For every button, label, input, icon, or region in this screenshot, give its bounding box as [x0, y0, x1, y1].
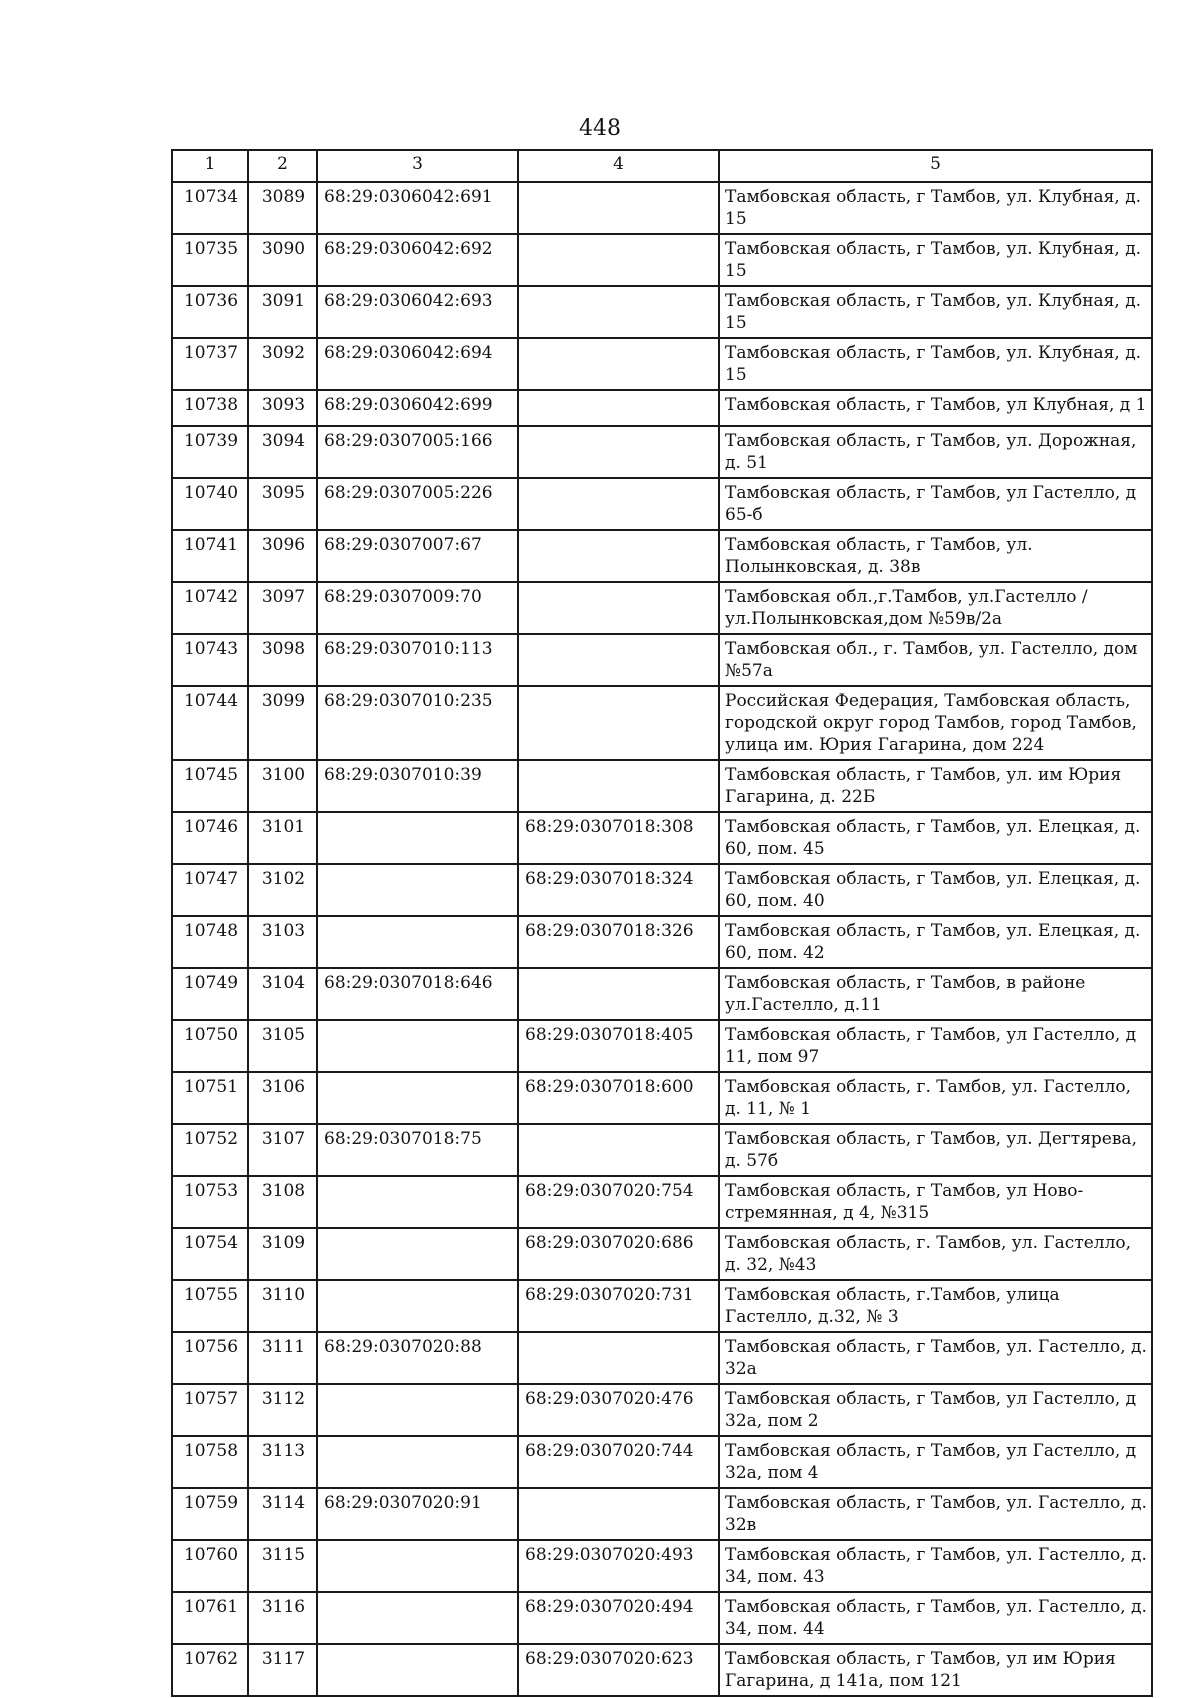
table-row [172, 760, 1152, 812]
premises-cadastral-number [518, 760, 719, 812]
row-number: 10737 [172, 338, 248, 390]
address: Тамбовская область, г Тамбов, ул Гастелло, д 32а, пом 4 [719, 1436, 1152, 1488]
premises-cadastral-number [518, 634, 719, 686]
address: Тамбовская область, г Тамбов, ул. Гастелло, д. 32в [719, 1488, 1152, 1540]
page-number: 448 [579, 116, 621, 141]
column-header-1: 1 [172, 150, 248, 182]
cadastral-number: 68:29:0306042:694 [317, 338, 518, 390]
cadastral-number [317, 1436, 518, 1488]
premises-cadastral-number [518, 234, 719, 286]
registry-table [171, 149, 1153, 1697]
table-row [172, 286, 1152, 338]
item-number: 3102 [248, 864, 317, 916]
premises-cadastral-number: 68:29:0307020:494 [518, 1592, 719, 1644]
address: Тамбовская область, г Тамбов, ул. Клубная, д. 15 [719, 338, 1152, 390]
cadastral-number [317, 812, 518, 864]
cadastral-number [317, 864, 518, 916]
address: Тамбовская область, г Тамбов, ул. Елецкая, д. 60, пом. 40 [719, 864, 1152, 916]
address: Тамбовская область, г Тамбов, ул. Елецкая, д. 60, пом. 42 [719, 916, 1152, 968]
cadastral-number: 68:29:0306042:691 [317, 182, 518, 234]
address: Российская Федерация, Тамбовская область, городской округ город Тамбов, город Тамбов, улица им. Юрия Гагарина, дом 224 [719, 686, 1152, 760]
premises-cadastral-number: 68:29:0307018:324 [518, 864, 719, 916]
table-row [172, 1384, 1152, 1436]
premises-cadastral-number [518, 582, 719, 634]
cadastral-number: 68:29:0307005:166 [317, 426, 518, 478]
row-number: 10745 [172, 760, 248, 812]
row-number: 10734 [172, 182, 248, 234]
address: Тамбовская область, г Тамбов, ул. Клубная, д. 15 [719, 286, 1152, 338]
row-number: 10742 [172, 582, 248, 634]
item-number: 3092 [248, 338, 317, 390]
premises-cadastral-number [518, 686, 719, 760]
table-row [172, 634, 1152, 686]
cadastral-number [317, 1176, 518, 1228]
table-row [172, 426, 1152, 478]
table-row [172, 968, 1152, 1020]
address: Тамбовская область, г Тамбов, ул. Дегтярева, д. 57б [719, 1124, 1152, 1176]
item-number: 3116 [248, 1592, 317, 1644]
address: Тамбовская область, г Тамбов, ул. Дорожная, д. 51 [719, 426, 1152, 478]
row-number: 10749 [172, 968, 248, 1020]
premises-cadastral-number [518, 338, 719, 390]
item-number: 3117 [248, 1644, 317, 1696]
row-number: 10751 [172, 1072, 248, 1124]
table-row [172, 1592, 1152, 1644]
row-number: 10739 [172, 426, 248, 478]
item-number: 3100 [248, 760, 317, 812]
table-row [172, 1072, 1152, 1124]
row-number: 10758 [172, 1436, 248, 1488]
table-row [172, 478, 1152, 530]
table-row [172, 1124, 1152, 1176]
cadastral-number [317, 916, 518, 968]
table-row [172, 1540, 1152, 1592]
premises-cadastral-number: 68:29:0307020:476 [518, 1384, 719, 1436]
premises-cadastral-number: 68:29:0307018:308 [518, 812, 719, 864]
item-number: 3103 [248, 916, 317, 968]
address: Тамбовская область, г Тамбов, ул Клубная, д 1 [719, 390, 1152, 426]
address: Тамбовская область, г Тамбов, ул. Гастелло, д. 34, пом. 43 [719, 1540, 1152, 1592]
premises-cadastral-number [518, 1332, 719, 1384]
row-number: 10757 [172, 1384, 248, 1436]
cadastral-number: 68:29:0307005:226 [317, 478, 518, 530]
item-number: 3107 [248, 1124, 317, 1176]
premises-cadastral-number [518, 182, 719, 234]
row-number: 10736 [172, 286, 248, 338]
row-number: 10735 [172, 234, 248, 286]
table-row [172, 1280, 1152, 1332]
item-number: 3098 [248, 634, 317, 686]
address: Тамбовская область, г Тамбов, ул Ново-стремянная, д 4, №315 [719, 1176, 1152, 1228]
item-number: 3112 [248, 1384, 317, 1436]
item-number: 3099 [248, 686, 317, 760]
row-number: 10741 [172, 530, 248, 582]
table-body [172, 182, 1152, 1696]
premises-cadastral-number [518, 286, 719, 338]
address: Тамбовская область, г Тамбов, ул. Гастелло, д. 32а [719, 1332, 1152, 1384]
table-row [172, 1332, 1152, 1384]
table-row [172, 1488, 1152, 1540]
item-number: 3110 [248, 1280, 317, 1332]
table-row [172, 234, 1152, 286]
row-number: 10740 [172, 478, 248, 530]
item-number: 3113 [248, 1436, 317, 1488]
row-number: 10759 [172, 1488, 248, 1540]
item-number: 3105 [248, 1020, 317, 1072]
item-number: 3109 [248, 1228, 317, 1280]
row-number: 10762 [172, 1644, 248, 1696]
row-number: 10738 [172, 390, 248, 426]
address: Тамбовская область, г Тамбов, ул Гастелло, д 32а, пом 2 [719, 1384, 1152, 1436]
address: Тамбовская область, г Тамбов, ул. Гастелло, д. 34, пом. 44 [719, 1592, 1152, 1644]
cadastral-number: 68:29:0307007:67 [317, 530, 518, 582]
cadastral-number: 68:29:0306042:693 [317, 286, 518, 338]
table-row [172, 582, 1152, 634]
row-number: 10760 [172, 1540, 248, 1592]
premises-cadastral-number: 68:29:0307020:493 [518, 1540, 719, 1592]
address: Тамбовская область, г Тамбов, ул Гастелло, д 65-б [719, 478, 1152, 530]
premises-cadastral-number [518, 390, 719, 426]
item-number: 3115 [248, 1540, 317, 1592]
row-number: 10755 [172, 1280, 248, 1332]
cadastral-number: 68:29:0307018:646 [317, 968, 518, 1020]
row-number: 10744 [172, 686, 248, 760]
item-number: 3091 [248, 286, 317, 338]
row-number: 10747 [172, 864, 248, 916]
cadastral-number: 68:29:0307018:75 [317, 1124, 518, 1176]
item-number: 3094 [248, 426, 317, 478]
item-number: 3089 [248, 182, 317, 234]
item-number: 3090 [248, 234, 317, 286]
row-number: 10753 [172, 1176, 248, 1228]
table-row [172, 338, 1152, 390]
cadastral-number [317, 1020, 518, 1072]
column-header-5: 5 [719, 150, 1152, 182]
address: Тамбовская область, г Тамбов, ул Гастелло, д 11, пом 97 [719, 1020, 1152, 1072]
table-row [172, 686, 1152, 760]
row-number: 10752 [172, 1124, 248, 1176]
item-number: 3104 [248, 968, 317, 1020]
table-row [172, 1644, 1152, 1696]
address: Тамбовская область, г Тамбов, ул. Клубная, д. 15 [719, 234, 1152, 286]
table-row [172, 390, 1152, 426]
table-row [172, 864, 1152, 916]
item-number: 3096 [248, 530, 317, 582]
address: Тамбовская область, г.Тамбов, улица Гастелло, д.32, № 3 [719, 1280, 1152, 1332]
address: Тамбовская область, г Тамбов, ул. Елецкая, д. 60, пом. 45 [719, 812, 1152, 864]
table-row [172, 530, 1152, 582]
cadastral-number: 68:29:0307010:235 [317, 686, 518, 760]
row-number: 10746 [172, 812, 248, 864]
cadastral-number: 68:29:0307020:91 [317, 1488, 518, 1540]
premises-cadastral-number [518, 530, 719, 582]
address: Тамбовская область, г. Тамбов, ул. Гастелло, д. 32, №43 [719, 1228, 1152, 1280]
premises-cadastral-number: 68:29:0307020:731 [518, 1280, 719, 1332]
item-number: 3097 [248, 582, 317, 634]
premises-cadastral-number [518, 478, 719, 530]
cadastral-number: 68:29:0307010:113 [317, 634, 518, 686]
address: Тамбовская область, г. Тамбов, ул. Гастелло, д. 11, № 1 [719, 1072, 1152, 1124]
premises-cadastral-number [518, 968, 719, 1020]
premises-cadastral-number [518, 1488, 719, 1540]
row-number: 10761 [172, 1592, 248, 1644]
address: Тамбовская обл.,г.Тамбов, ул.Гастелло / ул.Полынковская,дом №59в/2а [719, 582, 1152, 634]
table-row [172, 1436, 1152, 1488]
cadastral-number [317, 1072, 518, 1124]
table-row [172, 1176, 1152, 1228]
premises-cadastral-number: 68:29:0307018:600 [518, 1072, 719, 1124]
cadastral-number: 68:29:0306042:692 [317, 234, 518, 286]
row-number: 10750 [172, 1020, 248, 1072]
item-number: 3108 [248, 1176, 317, 1228]
address: Тамбовская область, г Тамбов, ул. Клубная, д. 15 [719, 182, 1152, 234]
item-number: 3114 [248, 1488, 317, 1540]
premises-cadastral-number: 68:29:0307020:686 [518, 1228, 719, 1280]
cadastral-number [317, 1384, 518, 1436]
premises-cadastral-number: 68:29:0307018:326 [518, 916, 719, 968]
row-number: 10743 [172, 634, 248, 686]
header-row [172, 150, 1152, 182]
cadastral-number [317, 1644, 518, 1696]
premises-cadastral-number [518, 1124, 719, 1176]
cadastral-number: 68:29:0306042:699 [317, 390, 518, 426]
premises-cadastral-number: 68:29:0307020:623 [518, 1644, 719, 1696]
premises-cadastral-number: 68:29:0307020:754 [518, 1176, 719, 1228]
item-number: 3106 [248, 1072, 317, 1124]
column-header-4: 4 [518, 150, 719, 182]
cadastral-number: 68:29:0307020:88 [317, 1332, 518, 1384]
cadastral-number [317, 1540, 518, 1592]
cadastral-number [317, 1592, 518, 1644]
table-row [172, 1228, 1152, 1280]
cadastral-number [317, 1228, 518, 1280]
row-number: 10748 [172, 916, 248, 968]
item-number: 3095 [248, 478, 317, 530]
cadastral-number: 68:29:0307010:39 [317, 760, 518, 812]
address: Тамбовская обл., г. Тамбов, ул. Гастелло, дом №57а [719, 634, 1152, 686]
row-number: 10754 [172, 1228, 248, 1280]
address: Тамбовская область, г Тамбов, ул им Юрия Гагарина, д 141а, пом 121 [719, 1644, 1152, 1696]
column-header-2: 2 [248, 150, 317, 182]
table-row [172, 182, 1152, 234]
table-row [172, 916, 1152, 968]
cadastral-number [317, 1280, 518, 1332]
premises-cadastral-number: 68:29:0307020:744 [518, 1436, 719, 1488]
table-row [172, 812, 1152, 864]
table-row [172, 1020, 1152, 1072]
address: Тамбовская область, г Тамбов, ул. Полынковская, д. 38в [719, 530, 1152, 582]
premises-cadastral-number: 68:29:0307018:405 [518, 1020, 719, 1072]
column-header-3: 3 [317, 150, 518, 182]
row-number: 10756 [172, 1332, 248, 1384]
cadastral-number: 68:29:0307009:70 [317, 582, 518, 634]
item-number: 3111 [248, 1332, 317, 1384]
address: Тамбовская область, г Тамбов, в районе ул.Гастелло, д.11 [719, 968, 1152, 1020]
address: Тамбовская область, г Тамбов, ул. им Юрия Гагарина, д. 22Б [719, 760, 1152, 812]
premises-cadastral-number [518, 426, 719, 478]
item-number: 3093 [248, 390, 317, 426]
item-number: 3101 [248, 812, 317, 864]
